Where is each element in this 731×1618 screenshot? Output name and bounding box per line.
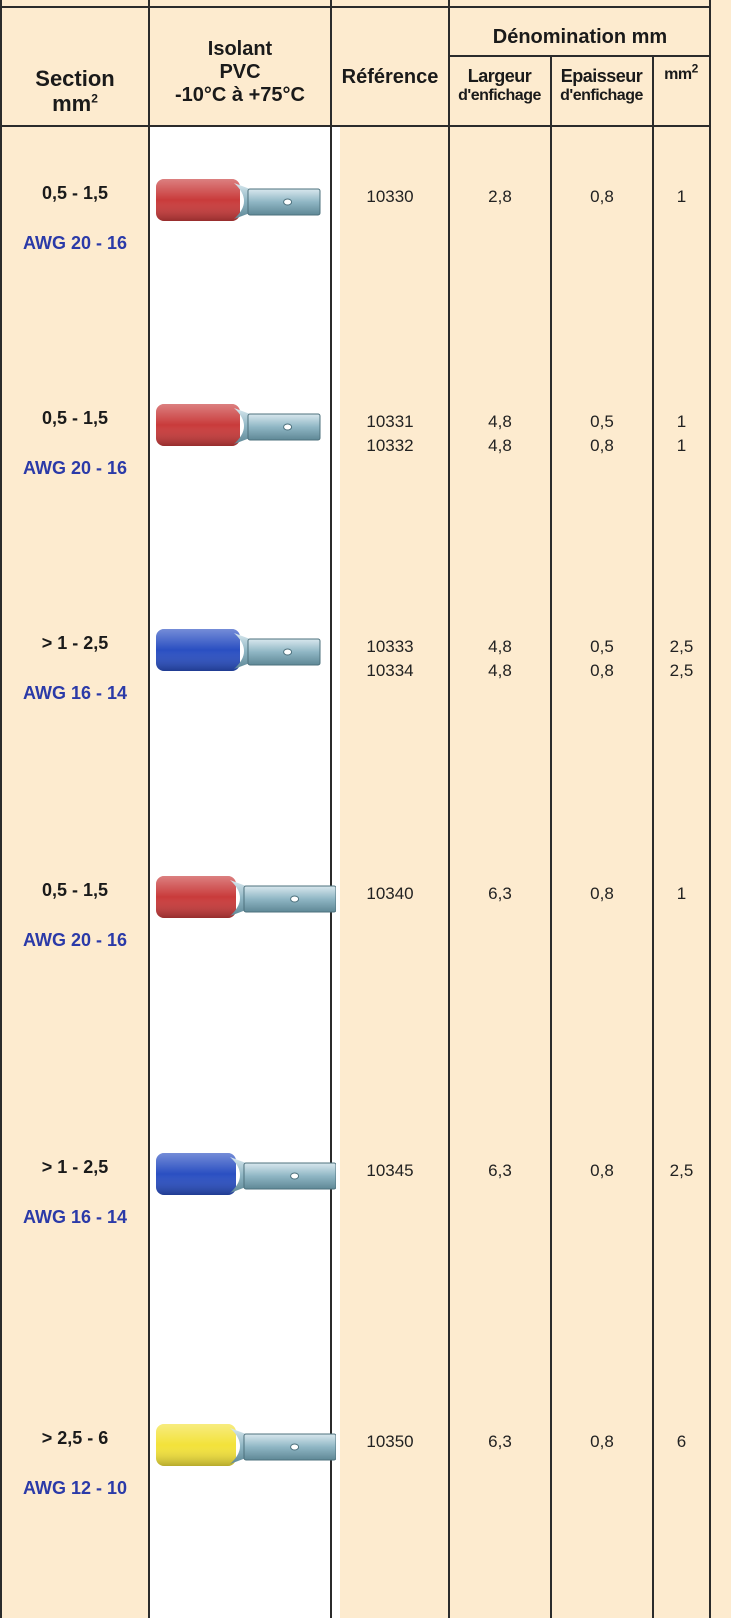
section-header-label: Section <box>35 66 115 91</box>
section-unit-text: mm <box>52 91 92 117</box>
mm2-value: 1 <box>676 436 687 455</box>
awg-value: AWG 20 - 16 <box>22 930 128 950</box>
reference-value: 10350 <box>366 1432 414 1451</box>
mm2-value: 1 <box>676 884 687 903</box>
mm2-value: 1 <box>676 187 687 206</box>
red-terminal-icon <box>156 173 336 229</box>
red-terminal-icon <box>156 870 336 926</box>
column-divider <box>448 0 450 1618</box>
isolant-header-line1: Isolant <box>207 38 273 60</box>
epaisseur-header <box>549 66 654 105</box>
reference-value: 10340 <box>366 884 414 903</box>
epaisseur-value: 0,8 <box>590 1161 614 1180</box>
largeur-value: 4,8 <box>488 412 512 431</box>
reference-value: 10330 <box>366 187 414 206</box>
awg-value: AWG 20 - 16 <box>22 458 128 478</box>
largeur-value: 6,3 <box>488 1432 512 1451</box>
epaisseur-value: 0,8 <box>590 884 614 903</box>
blue-terminal-icon <box>156 623 336 679</box>
section-value: 0,5 - 1,5 <box>41 880 109 900</box>
mm2-value: 6 <box>676 1432 687 1451</box>
mm2-value: 2,5 <box>669 1161 694 1180</box>
section-unit-sup: 2 <box>91 91 98 106</box>
mm2-header-sup: 2 <box>691 61 698 76</box>
mm2-value: 1 <box>676 412 687 431</box>
isolant-header-line3: -10°C à +75°C <box>175 84 305 106</box>
epaisseur-value: 0,8 <box>590 187 614 206</box>
section-header-unit <box>0 91 150 116</box>
blue-terminal-icon <box>156 1147 336 1203</box>
epaisseur-header-line2: d'enfichage <box>560 86 643 104</box>
section-value: > 1 - 2,5 <box>41 1157 109 1177</box>
column-divider <box>550 56 552 1618</box>
largeur-value: 4,8 <box>488 637 512 656</box>
largeur-header-line1: Largeur <box>467 66 532 86</box>
epaisseur-value: 0,8 <box>590 436 614 455</box>
epaisseur-header-line1: Epaisseur <box>560 66 643 86</box>
awg-value: AWG 16 - 14 <box>22 683 128 703</box>
mm2-header <box>652 61 710 84</box>
isolant-header <box>150 38 330 107</box>
reference-value: 10334 <box>366 661 414 680</box>
table-border-top <box>0 6 711 8</box>
section-value: > 2,5 - 6 <box>41 1428 109 1448</box>
yellow-terminal-icon <box>156 1418 336 1474</box>
mm2-value: 2,5 <box>669 661 694 680</box>
largeur-header-line2: d'enfichage <box>458 86 541 104</box>
section-header <box>0 66 150 117</box>
reference-value: 10333 <box>366 637 414 656</box>
reference-value: 10345 <box>366 1161 414 1180</box>
section-value: > 1 - 2,5 <box>41 633 109 653</box>
largeur-value: 6,3 <box>488 884 512 903</box>
column-divider <box>330 0 332 1618</box>
reference-header: Référence <box>341 66 439 88</box>
reference-value: 10332 <box>366 436 414 455</box>
epaisseur-value: 0,8 <box>590 661 614 680</box>
largeur-header <box>447 66 552 105</box>
denomination-divider <box>448 55 711 57</box>
largeur-value: 2,8 <box>488 187 512 206</box>
epaisseur-value: 0,5 <box>590 412 614 431</box>
epaisseur-value: 0,8 <box>590 1432 614 1451</box>
epaisseur-value: 0,5 <box>590 637 614 656</box>
red-terminal-icon <box>156 398 336 454</box>
column-divider <box>652 56 654 1618</box>
largeur-value: 4,8 <box>488 661 512 680</box>
denomination-header: Dénomination mm <box>492 26 668 48</box>
section-value: 0,5 - 1,5 <box>41 408 109 428</box>
reference-value: 10331 <box>366 412 414 431</box>
table-border-right <box>709 0 711 1618</box>
mm2-value: 2,5 <box>669 637 694 656</box>
awg-value: AWG 12 - 10 <box>22 1478 128 1498</box>
awg-value: AWG 20 - 16 <box>22 233 128 253</box>
mm2-header-text: mm <box>664 66 692 83</box>
isolant-header-line2: PVC <box>219 61 261 83</box>
largeur-value: 4,8 <box>488 436 512 455</box>
awg-value: AWG 16 - 14 <box>22 1207 128 1227</box>
header-divider <box>0 125 711 127</box>
section-value: 0,5 - 1,5 <box>41 183 109 203</box>
largeur-value: 6,3 <box>488 1161 512 1180</box>
